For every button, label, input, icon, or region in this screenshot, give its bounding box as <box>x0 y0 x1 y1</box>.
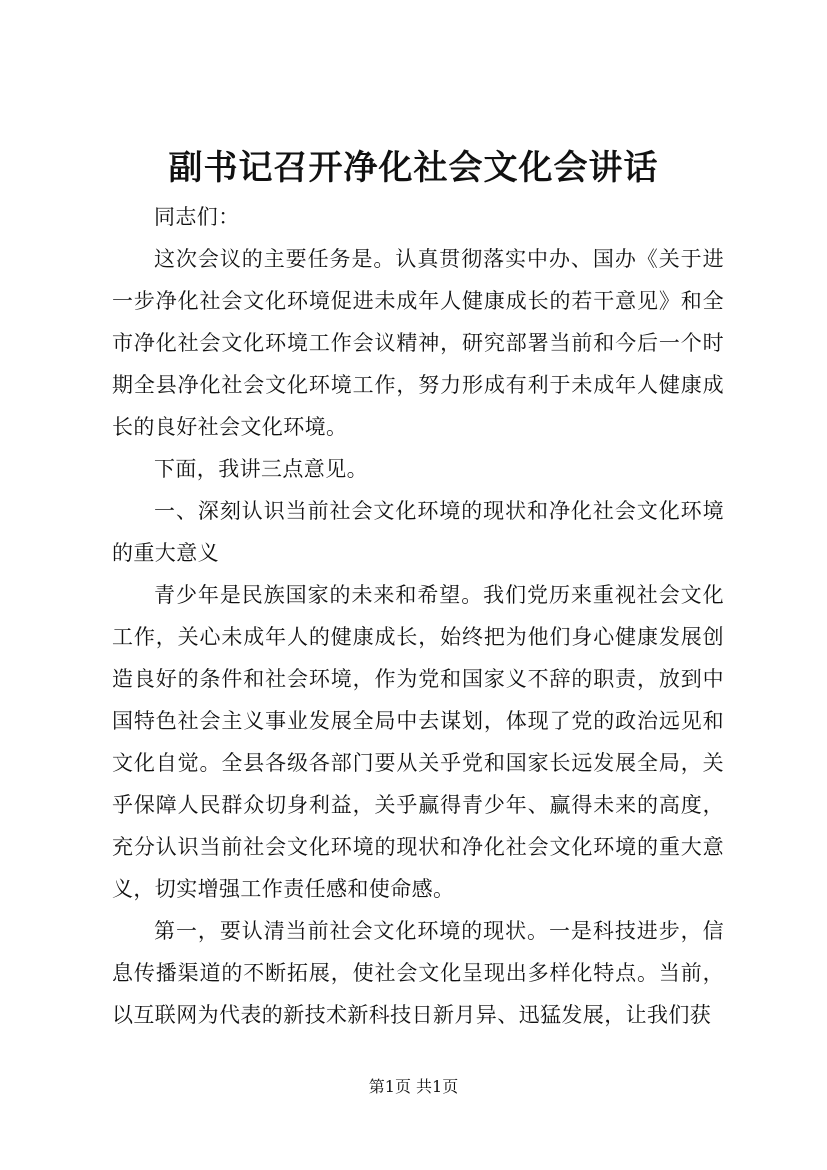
paragraph: 青少年是民族国家的未来和希望。我们党历来重视社会文化工作，关心未成年人的健康成长，始终把为他们身心健康发展创造良好的条件和社会环境，作为党和国家义不辞的职责，放到中国特色社会主义事业发展全局中去谋划，体现了党的政治远见和文化自觉。全县各级各部门要从关乎党和国家长远发展全局，关乎保障人民群众切身利益，关乎赢得青少年、赢得未来的高度，充分认识当前社会文化环境的现状和净化社会文化环境的重大意义，切实增强工作责任感和使命感。 <box>112 583 724 901</box>
paragraph: 这次会议的主要任务是。认真贯彻落实中办、国办《关于进一步净化社会文化环境促进未成年人健康成长的若干意见》和全市净化社会文化环境工作会议精神，研究部署当前和今后一个时期全县净化社会文化环境工作，努力形成有利于未成年人健康成长的良好社会文化环境。 <box>112 247 724 439</box>
paragraph: 下面，我讲三点意见。 <box>154 457 368 481</box>
page-footer: 第1页 共1页 <box>368 1077 459 1096</box>
document-title: 副书记召开净化社会文化会讲话 <box>168 148 659 188</box>
section-heading: 一、深刻认识当前社会文化环境的现状和净化社会文化环境的重大意义 <box>112 499 724 565</box>
salutation: 同志们： <box>154 205 240 229</box>
paragraph: 第一，要认清当前社会文化环境的现状。一是科技进步，信息传播渠道的不断拓展，使社会文化呈现出多样化特点。当前，以互联网为代表的新技术新科技日新月异、迅猛发展，让我们获 <box>112 919 724 1027</box>
document-body <box>112 196 724 1036</box>
